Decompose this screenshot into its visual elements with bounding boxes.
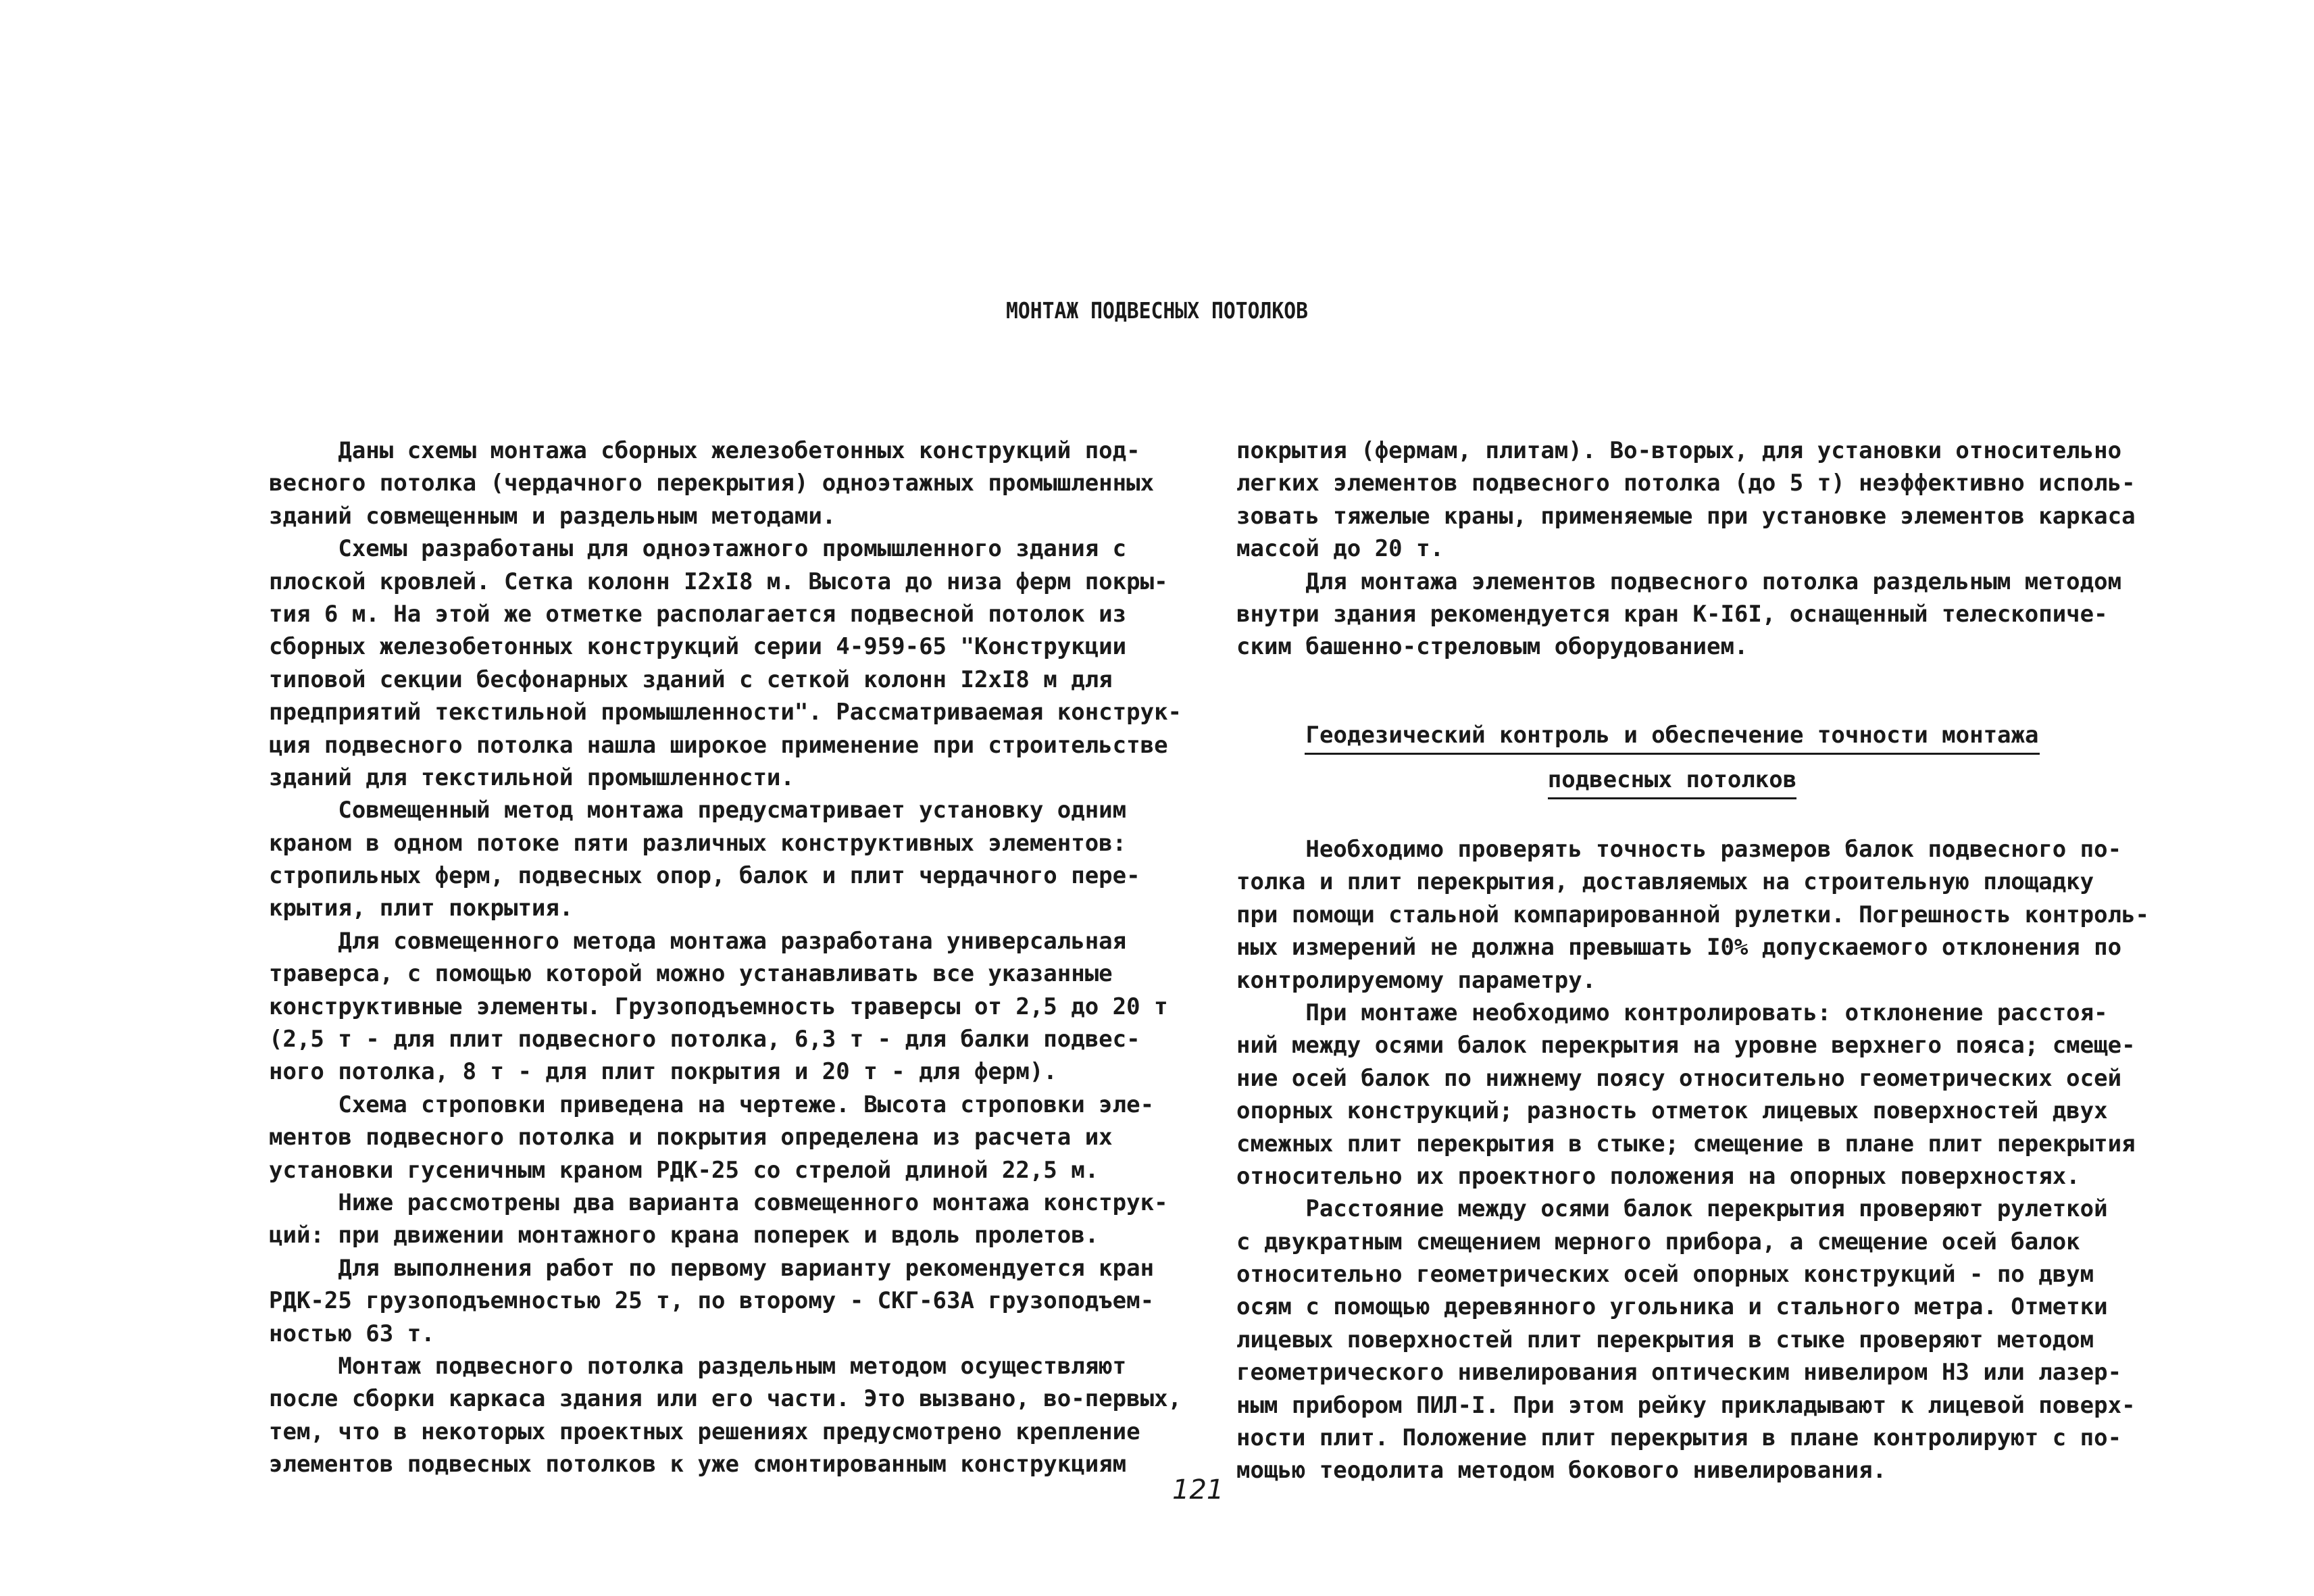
text-line: ного потолка, 8 т - для плит покрытия и 20 т - для ферм).	[269, 1058, 1057, 1086]
text-line: зданий совмещенным и раздельным методами.	[269, 502, 836, 530]
text-line: Расстояние между осями балок перекрытия проверяют рулеткой	[1236, 1195, 2108, 1223]
text-line: Схема строповки приведена на чертеже. Высота строповки эле-	[269, 1091, 1155, 1118]
text-line: Для монтажа элементов подвесного потолка раздельным методом	[1236, 568, 2122, 595]
text-line: элементов подвесных потолков к уже смонтированным конструкциям	[269, 1451, 1127, 1478]
text-line: предприятий текстильной промышленности". Рассматриваемая конструк-	[269, 699, 1182, 726]
text-line: установки гусеничным краном РДК-25 со стрелой длиной 22,5 м.	[269, 1156, 1099, 1184]
text-line: с двукратным смещением мерного прибора, а смещение осей балок	[1236, 1228, 2080, 1255]
text-line: легких элементов подвесного потолка (до 5 т) неэффективно исполь-	[1236, 470, 2136, 497]
text-line: Для выполнения работ по первому варианту рекомендуется кран	[269, 1254, 1155, 1282]
text-line: зданий для текстильной промышленности.	[269, 764, 795, 791]
text-line: Необходимо проверять точность размеров балок подвесного по-	[1236, 836, 2122, 863]
page-title: МОНТАЖ ПОДВЕСНЫХ ПОТОЛКОВ	[1005, 297, 1309, 324]
text-line: конструктивные элементы. Грузоподъемность траверсы от 2,5 до 20 т	[269, 993, 1168, 1020]
text-line: весного потолка (чердачного перекрытия) одноэтажных промышленных	[269, 470, 1155, 497]
section-heading-line-2	[1236, 766, 2108, 799]
text-line: после сборки каркаса здания или его части. Это вызвано, во-первых,	[269, 1385, 1182, 1413]
text-line: массой до 20 т.	[1236, 535, 1444, 563]
text-line: тия 6 м. На этой же отметке располагается подвесной потолок из	[269, 600, 1127, 628]
text-line: типовой секции бесфонарных зданий с сеткой колонн I2xI8 м для	[269, 666, 1113, 693]
text-line: (2,5 т - для плит подвесного потолка, 6,3 т - для балки подвес-	[269, 1026, 1140, 1053]
text-line: зовать тяжелые краны, применяемые при установке элементов каркаса	[1236, 502, 2136, 530]
text-line: смежных плит перекрытия в стыке; смещение в плане плит перекрытия	[1236, 1130, 2136, 1157]
text-line: ция подвесного потолка нашла широкое применение при строительстве	[269, 731, 1168, 759]
text-line: лицевых поверхностей плит перекрытия в стыке проверяют методом	[1236, 1326, 2094, 1353]
text-line: ций: при движении монтажного крана поперек и вдоль пролетов.	[269, 1222, 1099, 1249]
text-line: сборных железобетонных конструкций серии 4-959-65 "Конструкции	[269, 633, 1127, 661]
text-line: толка и плит перекрытия, доставляемых на строительную площадку	[1236, 868, 2094, 896]
text-line: Даны схемы монтажа сборных железобетонных конструкций под-	[269, 437, 1140, 464]
text-line: ных измерений не должна превышать I0% допускаемого отклонения по	[1236, 934, 2122, 962]
text-line: траверса, с помощью которой можно устанавливать все указанные	[269, 960, 1113, 988]
text-line: При монтаже необходимо контролировать: отклонение расстоя-	[1236, 999, 2108, 1026]
text-line: Схемы разработаны для одноэтажного промышленного здания с	[269, 535, 1127, 563]
text-line: тем, что в некоторых проектных решениях предусмотрено крепление	[269, 1418, 1140, 1445]
text-line: Совмещенный метод монтажа предусматривает установку одним	[269, 797, 1127, 824]
text-line: геометрического нивелирования оптическим нивелиром НЗ или лазер-	[1236, 1359, 2122, 1387]
text-line: ным прибором ПИЛ-I. При этом рейку прикладывают к лицевой поверх-	[1236, 1391, 2136, 1419]
text-line: ности плит. Положение плит перекрытия в плане контролируют с по-	[1236, 1424, 2122, 1452]
text-line: краном в одном потоке пяти различных конструктивных элементов:	[269, 829, 1127, 857]
text-line: ностью 63 т.	[269, 1320, 435, 1347]
text-line: РДК-25 грузоподъемностью 25 т, по второму - СКГ-63А грузоподъем-	[269, 1287, 1155, 1315]
text-line: Ниже рассмотрены два варианта совмещенного монтажа конструк-	[269, 1189, 1168, 1216]
text-line: ний между осями балок перекрытия на уровне верхнего пояса; смеще-	[1236, 1032, 2136, 1059]
text-line: мощью теодолита методом бокового нивелирования.	[1236, 1457, 1887, 1485]
text-line: опорных конструкций; разность отметок лицевых поверхностей двух	[1236, 1097, 2108, 1125]
text-line: ние осей балок по нижнему поясу относительно геометрических осей	[1236, 1064, 2122, 1092]
text-line: стропильных ферм, подвесных опор, балок и плит чердачного пере-	[269, 862, 1140, 890]
page-number: 121	[1172, 1474, 1224, 1505]
text-line: контролируемому параметру.	[1236, 966, 1596, 994]
text-line: Для совмещенного метода монтажа разработана универсальная	[269, 927, 1127, 955]
text-line: покрытия (фермам, плитам). Во-вторых, для установки относительно	[1236, 437, 2122, 464]
right-column-bottom	[1236, 833, 2150, 1487]
text-line: плоской кровлей. Сетка колонн I2xI8 м. Высота до низа ферм покры-	[269, 568, 1168, 595]
text-line: относительно геометрических осей опорных конструкций - по двум	[1236, 1261, 2094, 1289]
section-heading-text-1: Геодезический контроль и обеспечение точности монтажа	[1305, 722, 2040, 755]
text-line: осям с помощью деревянного угольника и стального метра. Отметки	[1236, 1293, 2108, 1321]
left-column	[269, 434, 1182, 1481]
section-heading-line-1	[1236, 722, 2108, 755]
text-line: крытия, плит покрытия.	[269, 895, 574, 922]
text-line: при помощи стальной компарированной рулетки. Погрешность контроль-	[1236, 901, 2150, 928]
text-line: Монтаж подвесного потолка раздельным методом осуществляют	[269, 1352, 1127, 1380]
text-line: ментов подвесного потолка и покрытия определена из расчета их	[269, 1124, 1113, 1151]
text-line: относительно их проектного положения на опорных поверхностях.	[1236, 1162, 2080, 1190]
text-line: внутри здания рекомендуется кран К-I6I, оснащенный телескопиче-	[1236, 600, 2108, 628]
section-heading-text-2: подвесных потолков	[1548, 766, 1796, 799]
text-line: ским башенно-стреловым оборудованием.	[1236, 633, 1749, 661]
right-column-top	[1236, 434, 2136, 664]
